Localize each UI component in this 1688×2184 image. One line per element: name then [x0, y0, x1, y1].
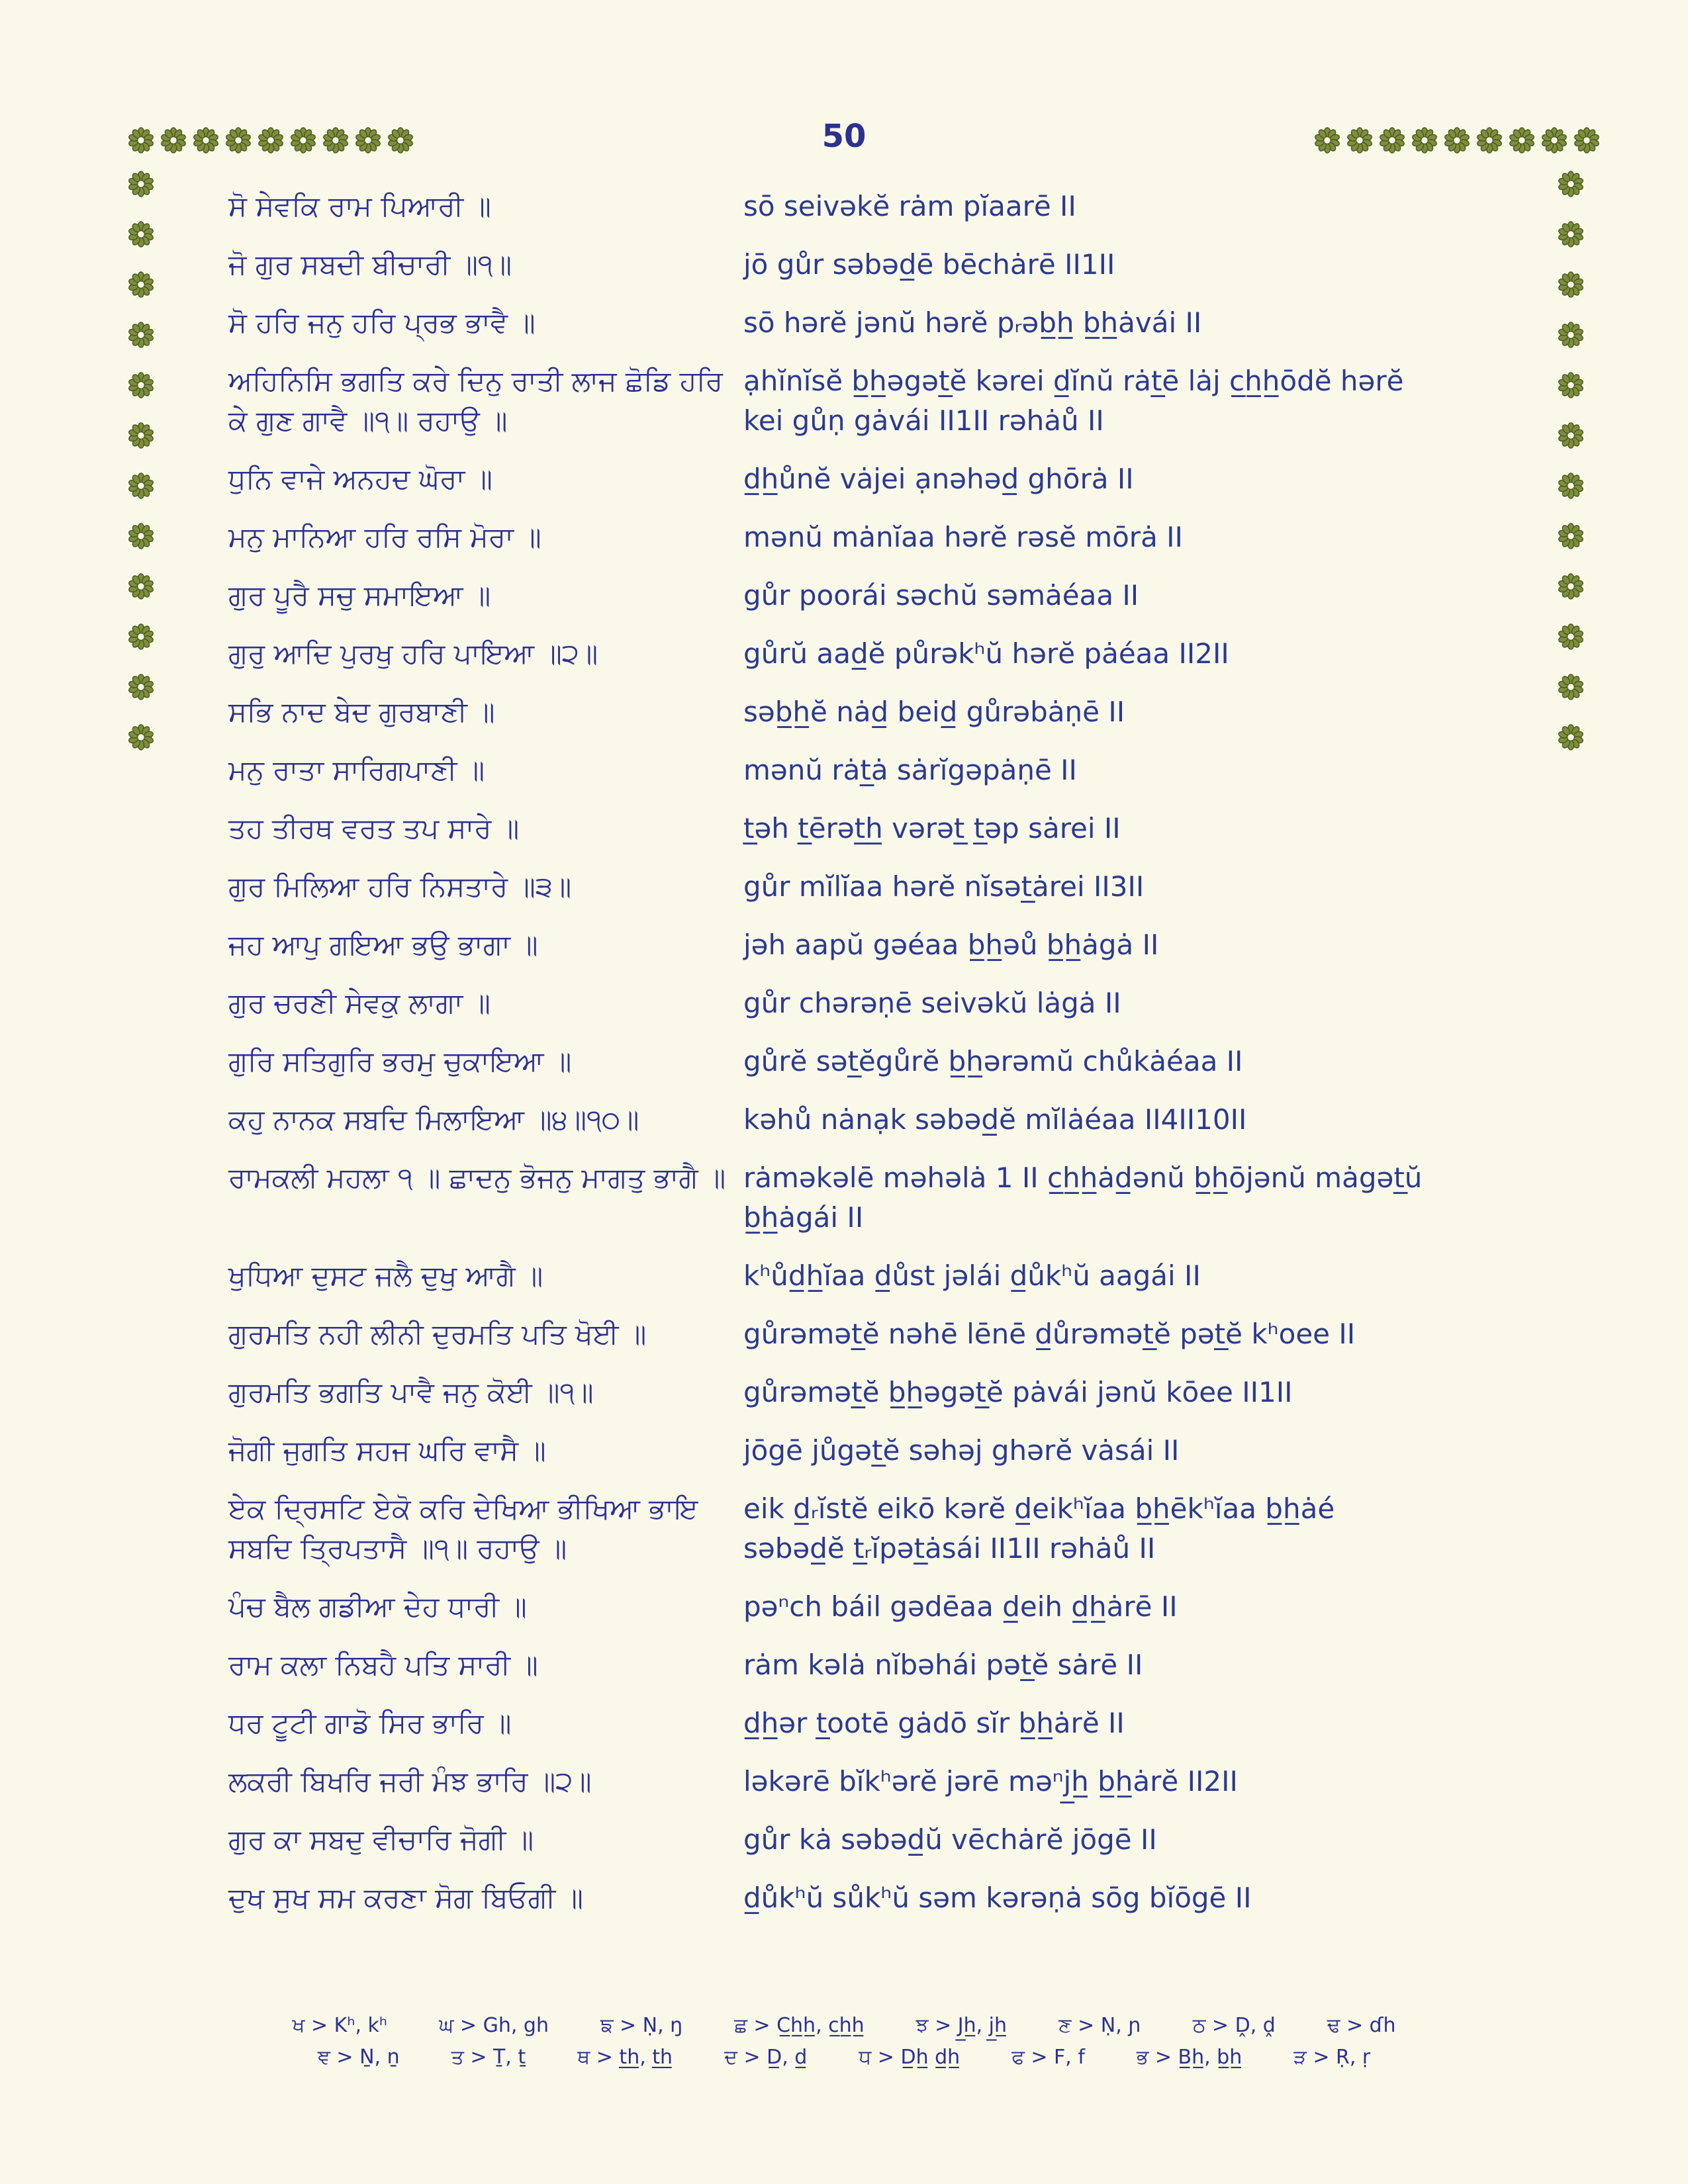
flower-icon — [160, 127, 187, 154]
flower-icon — [1476, 127, 1503, 154]
transliteration-line: gůrəmət̲ĕ nəhē lēnē d̲ůrəmət̲ĕ pət̲ĕ kʰoee II — [743, 1318, 1356, 1350]
gurmukhi-text — [228, 692, 743, 732]
transliteration-text — [743, 1431, 1546, 1471]
gurmukhi-line: ਸੋ ਸੇਵਕਿ ਰਾਮ ਪਿਆਰੀ ॥ — [228, 190, 491, 222]
flower-icon — [1509, 127, 1535, 154]
legend-row — [318, 2045, 1371, 2070]
verse-row — [228, 187, 1546, 226]
flower-icon — [225, 127, 252, 154]
gurmukhi-text — [228, 1100, 743, 1140]
flower-icon — [128, 127, 154, 154]
transliteration-line: d̲h̲ůnĕ vȧjei ạnəhəd̲ ghōrȧ II — [743, 463, 1134, 495]
transliteration-line: mənŭ rȧt̲ȧ sȧrĭgəpȧṇē II — [743, 754, 1077, 786]
transliteration-text — [743, 634, 1546, 674]
gurmukhi-line: ਗੁਰ ਕਾ ਸਬਦੁ ਵੀਚਾਰਿ ਜੋਗੀ ॥ — [228, 1823, 534, 1856]
gurmukhi-line: ਮਨੁ ਰਾਤਾ ਸਾਰਿਗਪਾਣੀ ॥ — [228, 754, 485, 786]
gurmukhi-text — [228, 245, 743, 285]
verse-row — [228, 245, 1546, 285]
flower-icon — [1541, 127, 1568, 154]
transliteration-line: səb̲h̲ĕ nȧd̲ beid̲ gůrəbȧṇē II — [743, 696, 1125, 728]
transliteration-text — [743, 303, 1546, 343]
transliteration-text — [743, 459, 1546, 499]
transliteration-text — [743, 361, 1546, 441]
gurmukhi-text — [228, 1820, 743, 1860]
gurmukhi-text — [228, 1373, 743, 1412]
gurmukhi-text — [228, 751, 743, 790]
legend-item: ਛ > C̲h̲h̲, c̲h̲h̲ — [734, 2014, 865, 2037]
gurmukhi-line: ਅਹਿਨਿਸਿ ਭਗਤਿ ਕਰੇ ਦਿਨੁ ਰਾਤੀ ਲਾਜ ਛੋਡਿ ਹਰਿ — [228, 365, 723, 397]
gurmukhi-line: ਧੁਨਿ ਵਾਜੇ ਅਨਹਦ ਘੋਰਾ ॥ — [228, 463, 492, 495]
flower-icon — [1558, 473, 1584, 499]
transliteration-line: gůr poorái səchŭ səmȧéaa II — [743, 579, 1139, 612]
transliteration-text — [743, 1704, 1546, 1743]
transliteration-line: gůr mĭlĭaa hərĕ nĭsət̲ȧrei II3II — [743, 870, 1145, 903]
transliteration-text — [743, 1158, 1546, 1238]
verse-row — [228, 361, 1546, 441]
gurmukhi-line: ਤਹ ਤੀਰਥ ਵਰਤ ਤਪ ਸਾਰੇ ॥ — [228, 812, 520, 844]
gurmukhi-text — [228, 1314, 743, 1354]
flower-icon — [1558, 573, 1584, 600]
verse-row — [228, 303, 1546, 343]
transliteration-line: gůrŭ aad̲ĕ půrəkʰŭ hərĕ pȧéaa II2II — [743, 637, 1229, 670]
gurmukhi-line: ਰਾਮਕਲੀ ਮਹਲਾ ੧ ॥ ਛਾਦਨੁ ਭੋਜਨੁ ਮਾਗਤੁ ਭਾਗੈ ॥ — [228, 1161, 726, 1194]
verse-row — [228, 1645, 1546, 1685]
legend-item: ਤ > Ṯ, ṯ — [451, 2046, 526, 2069]
legend-item: ਞ > Ṉ, ṉ — [317, 2046, 400, 2069]
transliteration-line: gůrəmət̲ĕ b̲h̲əgət̲ĕ pȧvái jənŭ kōee II1II — [743, 1376, 1293, 1408]
flower-icon — [128, 523, 154, 549]
gurmukhi-line: ਗੁਰੁ ਆਦਿ ਪੁਰਖੁ ਹਰਿ ਪਾਇਆ ॥੨॥ — [228, 637, 598, 670]
transliteration-text — [743, 1645, 1546, 1685]
gurmukhi-text — [228, 925, 743, 965]
gurmukhi-line: ਜੋ ਗੁਰ ਸਬਦੀ ਬੀਚਾਰੀ ॥੧॥ — [228, 248, 512, 281]
gurmukhi-line: ਗੁਰਿ ਸਤਿਗੁਰਿ ਭਰਮੁ ਚੁਕਾਇਆ ॥ — [228, 1045, 572, 1077]
gurmukhi-text — [228, 1704, 743, 1743]
flower-icon — [355, 127, 381, 154]
flower-icon — [1558, 623, 1584, 650]
transliteration-text — [743, 1256, 1546, 1296]
gurmukhi-line: ਦੁਖ ਸੁਖ ਸਮ ਕਰਣਾ ਸੋਗ ਬਿਓਗੀ ॥ — [228, 1882, 583, 1914]
flower-icon — [290, 127, 316, 154]
transliteration-line: kəhů nȧnạk səbəd̲ĕ mĭlȧéaa II4II10II — [743, 1103, 1247, 1136]
transliteration-line: d̲h̲ər t̲ootē gȧdō sĭr b̲h̲ȧrĕ II — [743, 1707, 1125, 1739]
gurmukhi-line: ਗੁਰਮਤਿ ਭਗਤਿ ਪਾਵੈ ਜਨੁ ਕੋਈ ॥੧॥ — [228, 1376, 594, 1408]
flower-border-side-right — [1558, 171, 1584, 751]
gurmukhi-line: ਸੋ ਹਰਿ ਜਨੁ ਹਰਿ ਪ੍ਰਭ ਭਾਵੈ ॥ — [228, 306, 536, 339]
gurmukhi-line: ਜੋਗੀ ਜੁਗਤਿ ਸਹਜ ਘਰਿ ਵਾਸੈ ॥ — [228, 1434, 546, 1467]
transliteration-line: eik d̲ᵣĭstĕ eikō kərĕ d̲eikʰĭaa b̲h̲ēkʰĭaa b̲h̲ȧé — [743, 1492, 1335, 1525]
transliteration-text — [743, 1878, 1546, 1918]
transliteration-text — [743, 1820, 1546, 1860]
legend-row — [292, 2013, 1395, 2038]
gurmukhi-line: ਧਰ ਟੂਟੀ ਗਾਡੋ ਸਿਰ ਭਾਰਿ ॥ — [228, 1707, 512, 1739]
transliteration-text — [743, 187, 1546, 226]
legend-item: ਧ > D̲h̲ d̲h̲ — [859, 2046, 961, 2069]
verse-row — [228, 1587, 1546, 1627]
transliteration-line: gůr chərəṇē seivəkŭ lȧgȧ II — [743, 987, 1121, 1019]
gurmukhi-text — [228, 1431, 743, 1471]
transliteration-line: mənŭ mȧnĭaa hərĕ rəsĕ mōrȧ II — [743, 521, 1183, 553]
flower-icon — [128, 422, 154, 449]
gurmukhi-line: ਗੁਰ ਮਿਲਿਆ ਹਰਿ ਨਿਸਤਾਰੇ ॥੩॥ — [228, 870, 572, 903]
flower-icon — [128, 724, 154, 751]
legend-item: ਝ > J̲h̲, j̲h̲ — [915, 2014, 1008, 2037]
transliteration-text — [743, 1587, 1546, 1627]
gurmukhi-line: ਪੰਚ ਬੈਲ ਗਡੀਆ ਦੇਹ ਧਾਰੀ ॥ — [228, 1590, 527, 1623]
gurmukhi-text — [228, 1762, 743, 1801]
gurmukhi-line: ਸਬਦਿ ਤ੍ਰਿਪਤਾਸੈ ॥੧॥ ਰਹਾਉ ॥ — [228, 1532, 567, 1565]
verse-row — [228, 1373, 1546, 1412]
flower-icon — [128, 221, 154, 248]
transliteration-line: b̲h̲ȧgái II — [743, 1201, 864, 1234]
flower-icon — [128, 322, 154, 348]
verse-row — [228, 809, 1546, 848]
flower-icon — [128, 623, 154, 650]
verse-row — [228, 1158, 1546, 1238]
transliteration-text — [743, 1373, 1546, 1412]
transliteration-text — [743, 692, 1546, 732]
flower-icon — [1558, 523, 1584, 549]
transliteration-line: d̲ůkʰŭ sůkʰŭ səm kərəṇȧ sōg bĭōgē II — [743, 1882, 1252, 1914]
verse-row — [228, 1314, 1546, 1354]
gurmukhi-line: ਸਭਿ ਨਾਦ ਬੇਦ ਗੁਰਬਾਣੀ ॥ — [228, 696, 495, 728]
flower-icon — [193, 127, 219, 154]
transliteration-line: gůrĕ sət̲ĕgůrĕ b̲h̲ərəmŭ chůkȧéaa II — [743, 1045, 1243, 1077]
flower-border-top-left — [128, 127, 414, 154]
transliteration-text — [743, 983, 1546, 1023]
verse-row — [228, 518, 1546, 557]
gurmukhi-text — [228, 576, 743, 615]
flower-icon — [1379, 127, 1405, 154]
transliteration-text — [743, 751, 1546, 790]
legend-item: ਢ > ɗh — [1327, 2014, 1396, 2037]
gurmukhi-text — [228, 1587, 743, 1627]
flower-icon — [1558, 221, 1584, 248]
flower-icon — [1573, 127, 1600, 154]
transliteration-line: rȧm kəlȧ nĭbəhái pət̲ĕ sȧrē II — [743, 1649, 1143, 1681]
legend-item: ਠ > Ḓ, ḓ — [1192, 2014, 1276, 2037]
flower-icon — [387, 127, 414, 154]
gurmukhi-line: ਰਾਮ ਕਲਾ ਨਿਬਹੈ ਪਤਿ ਸਾਰੀ ॥ — [228, 1649, 538, 1681]
gurmukhi-line: ਖੁਧਿਆ ਦੁਸਟ ਜਲੈ ਦੁਖੁ ਆਗੈ ॥ — [228, 1259, 543, 1292]
transliteration-line: ạhĭnĭsĕ b̲h̲əgət̲ĕ kərei d̲ĭnŭ rȧt̲ē lȧj c̲h̲h̲ōdĕ hərĕ — [743, 365, 1404, 397]
flower-icon — [1346, 127, 1373, 154]
transliteration-legend — [0, 2013, 1688, 2070]
verse-row — [228, 751, 1546, 790]
gurmukhi-text — [228, 187, 743, 226]
flower-icon — [128, 473, 154, 499]
gurmukhi-text — [228, 1878, 743, 1918]
transliteration-text — [743, 1489, 1546, 1569]
verse-row — [228, 1489, 1546, 1569]
gurmukhi-text — [228, 1042, 743, 1081]
transliteration-text — [743, 1762, 1546, 1801]
transliteration-line: ləkərē bĭkʰərĕ jərē məⁿj̲h̲ b̲h̲ȧrĕ II2II — [743, 1765, 1238, 1797]
gurmukhi-text — [228, 459, 743, 499]
verse-row — [228, 1704, 1546, 1743]
transliteration-line: kʰůd̲h̲ĭaa d̲ůst jəlái d̲ůkʰŭ aagái II — [743, 1259, 1201, 1292]
flower-icon — [1444, 127, 1470, 154]
verse-row — [228, 692, 1546, 732]
flower-icon — [1411, 127, 1438, 154]
gurmukhi-line: ਕਹੁ ਨਾਨਕ ਸਬਦਿ ਮਿਲਾਇਆ ॥੪॥੧੦॥ — [228, 1103, 639, 1136]
gurmukhi-text — [228, 1645, 743, 1685]
transliteration-line: sō hərĕ jənŭ hərĕ pᵣəb̲h̲ b̲h̲ȧvái II — [743, 306, 1202, 339]
verse-row — [228, 1431, 1546, 1471]
legend-item: ਙ > Ṇ, ŋ — [600, 2014, 683, 2037]
verse-row — [228, 634, 1546, 674]
gurmukhi-line: ਏਕ ਦ੍ਰਿਸਟਿ ਏਕੋ ਕਰਿ ਦੇਖਿਆ ਭੀਖਿਆ ਭਾਇ — [228, 1492, 698, 1525]
transliteration-text — [743, 518, 1546, 557]
flower-icon — [1558, 171, 1584, 197]
page-number: 50 — [821, 118, 867, 155]
transliteration-text — [743, 925, 1546, 965]
transliteration-line: səbəd̲ĕ t̲ᵣĭpət̲ȧsái II1II rəhȧů II — [743, 1532, 1156, 1565]
gurmukhi-line: ਗੁਰ ਚਰਣੀ ਸੇਵਕੁ ਲਾਗਾ ॥ — [228, 987, 491, 1019]
verse-row — [228, 1256, 1546, 1296]
flower-icon — [258, 127, 284, 154]
transliteration-line: jəh aapŭ gəéaa b̲h̲əů b̲h̲ȧgȧ II — [743, 929, 1159, 961]
gurmukhi-line: ਜਹ ਆਪੁ ਗਇਆ ਭਉ ਭਾਗਾ ॥ — [228, 929, 538, 961]
flower-icon — [1558, 322, 1584, 348]
gurmukhi-text — [228, 809, 743, 848]
gurmukhi-text — [228, 983, 743, 1023]
gurmukhi-text — [228, 361, 743, 441]
verse-row — [228, 459, 1546, 499]
legend-item: ੜ > Ṛ, ṛ — [1293, 2046, 1371, 2069]
flower-border-side-left — [128, 171, 154, 751]
gurmukhi-line: ਕੇ ਗੁਣ ਗਾਵੈ ॥੧॥ ਰਹਾਉ ॥ — [228, 404, 508, 437]
flower-icon — [128, 171, 154, 197]
legend-item: ਘ > Gh, gh — [439, 2014, 549, 2037]
transliteration-line: kei gůṇ gȧvái II1II rəhȧů II — [743, 404, 1104, 437]
gurmukhi-line: ਗੁਰ ਪੂਰੈ ਸਚੁ ਸਮਾਇਆ ॥ — [228, 579, 491, 612]
legend-item: ਦ > D̲, d̲ — [724, 2046, 808, 2069]
legend-item: ਥ > t̲h̲, t̲h̲ — [577, 2046, 673, 2069]
verse-row — [228, 1762, 1546, 1801]
verse-row — [228, 1100, 1546, 1140]
gurmukhi-text — [228, 303, 743, 343]
verse-row — [228, 867, 1546, 907]
flower-icon — [1558, 271, 1584, 298]
verse-row — [228, 576, 1546, 615]
verse-row — [228, 983, 1546, 1023]
verse-row — [228, 1820, 1546, 1860]
transliteration-line: jō gůr səbəd̲ē bēchȧrē II1II — [743, 248, 1115, 281]
transliteration-text — [743, 809, 1546, 848]
flower-icon — [1558, 422, 1584, 449]
flower-icon — [1558, 724, 1584, 751]
transliteration-text — [743, 245, 1546, 285]
transliteration-line: gůr kȧ səbəd̲ŭ vēchȧrĕ jōgē II — [743, 1823, 1157, 1856]
verse-row — [228, 1878, 1546, 1918]
legend-item: ਫ > F, f — [1011, 2046, 1085, 2069]
transliteration-text — [743, 867, 1546, 907]
scripture-content — [228, 187, 1546, 1936]
flower-icon — [128, 573, 154, 600]
flower-border-top-right — [1314, 127, 1600, 154]
transliteration-line: t̲əh t̲ērət̲h̲ vərət̲ t̲əp sȧrei II — [743, 812, 1121, 844]
gurmukhi-text — [228, 1158, 743, 1238]
flower-icon — [322, 127, 349, 154]
flower-icon — [1314, 127, 1340, 154]
transliteration-text — [743, 1100, 1546, 1140]
gurmukhi-text — [228, 1489, 743, 1569]
flower-icon — [128, 271, 154, 298]
gurmukhi-line: ਗੁਰਮਤਿ ਨਹੀ ਲੀਨੀ ਦੁਰਮਤਿ ਪਤਿ ਖੋਈ ॥ — [228, 1318, 647, 1350]
gurmukhi-text — [228, 518, 743, 557]
transliteration-line: rȧməkəlē məhəlȧ 1 II c̲h̲h̲ȧd̲ənŭ b̲h̲ōjənŭ mȧgət̲ŭ — [743, 1161, 1423, 1194]
verse-row — [228, 1042, 1546, 1081]
transliteration-text — [743, 576, 1546, 615]
legend-item: ਣ > Ṇ, ɲ — [1058, 2014, 1141, 2037]
gurmukhi-text — [228, 634, 743, 674]
flower-icon — [1558, 372, 1584, 398]
transliteration-line: sō seivəkĕ rȧm pĭaarē II — [743, 190, 1076, 222]
flower-icon — [128, 674, 154, 700]
verse-row — [228, 925, 1546, 965]
gurmukhi-text — [228, 867, 743, 907]
legend-item: ਭ > B̲h̲, b̲h̲ — [1136, 2046, 1243, 2069]
gurmukhi-text — [228, 1256, 743, 1296]
transliteration-line: pəⁿch báil gədēaa d̲eih d̲h̲ȧrē II — [743, 1590, 1178, 1623]
gurmukhi-line: ਮਨੁ ਮਾਨਿਆ ਹਰਿ ਰਸਿ ਮੋਰਾ ॥ — [228, 521, 541, 553]
transliteration-text — [743, 1314, 1546, 1354]
transliteration-line: jōgē jůgət̲ĕ səhəj ghərĕ vȧsái II — [743, 1434, 1180, 1467]
flower-icon — [1558, 674, 1584, 700]
legend-item: ਖ > Kʰ, kʰ — [292, 2014, 388, 2037]
transliteration-text — [743, 1042, 1546, 1081]
flower-icon — [128, 372, 154, 398]
gurmukhi-line: ਲਕਰੀ ਬਿਖਰਿ ਜਰੀ ਮੰਝ ਭਾਰਿ ॥੨॥ — [228, 1765, 592, 1797]
